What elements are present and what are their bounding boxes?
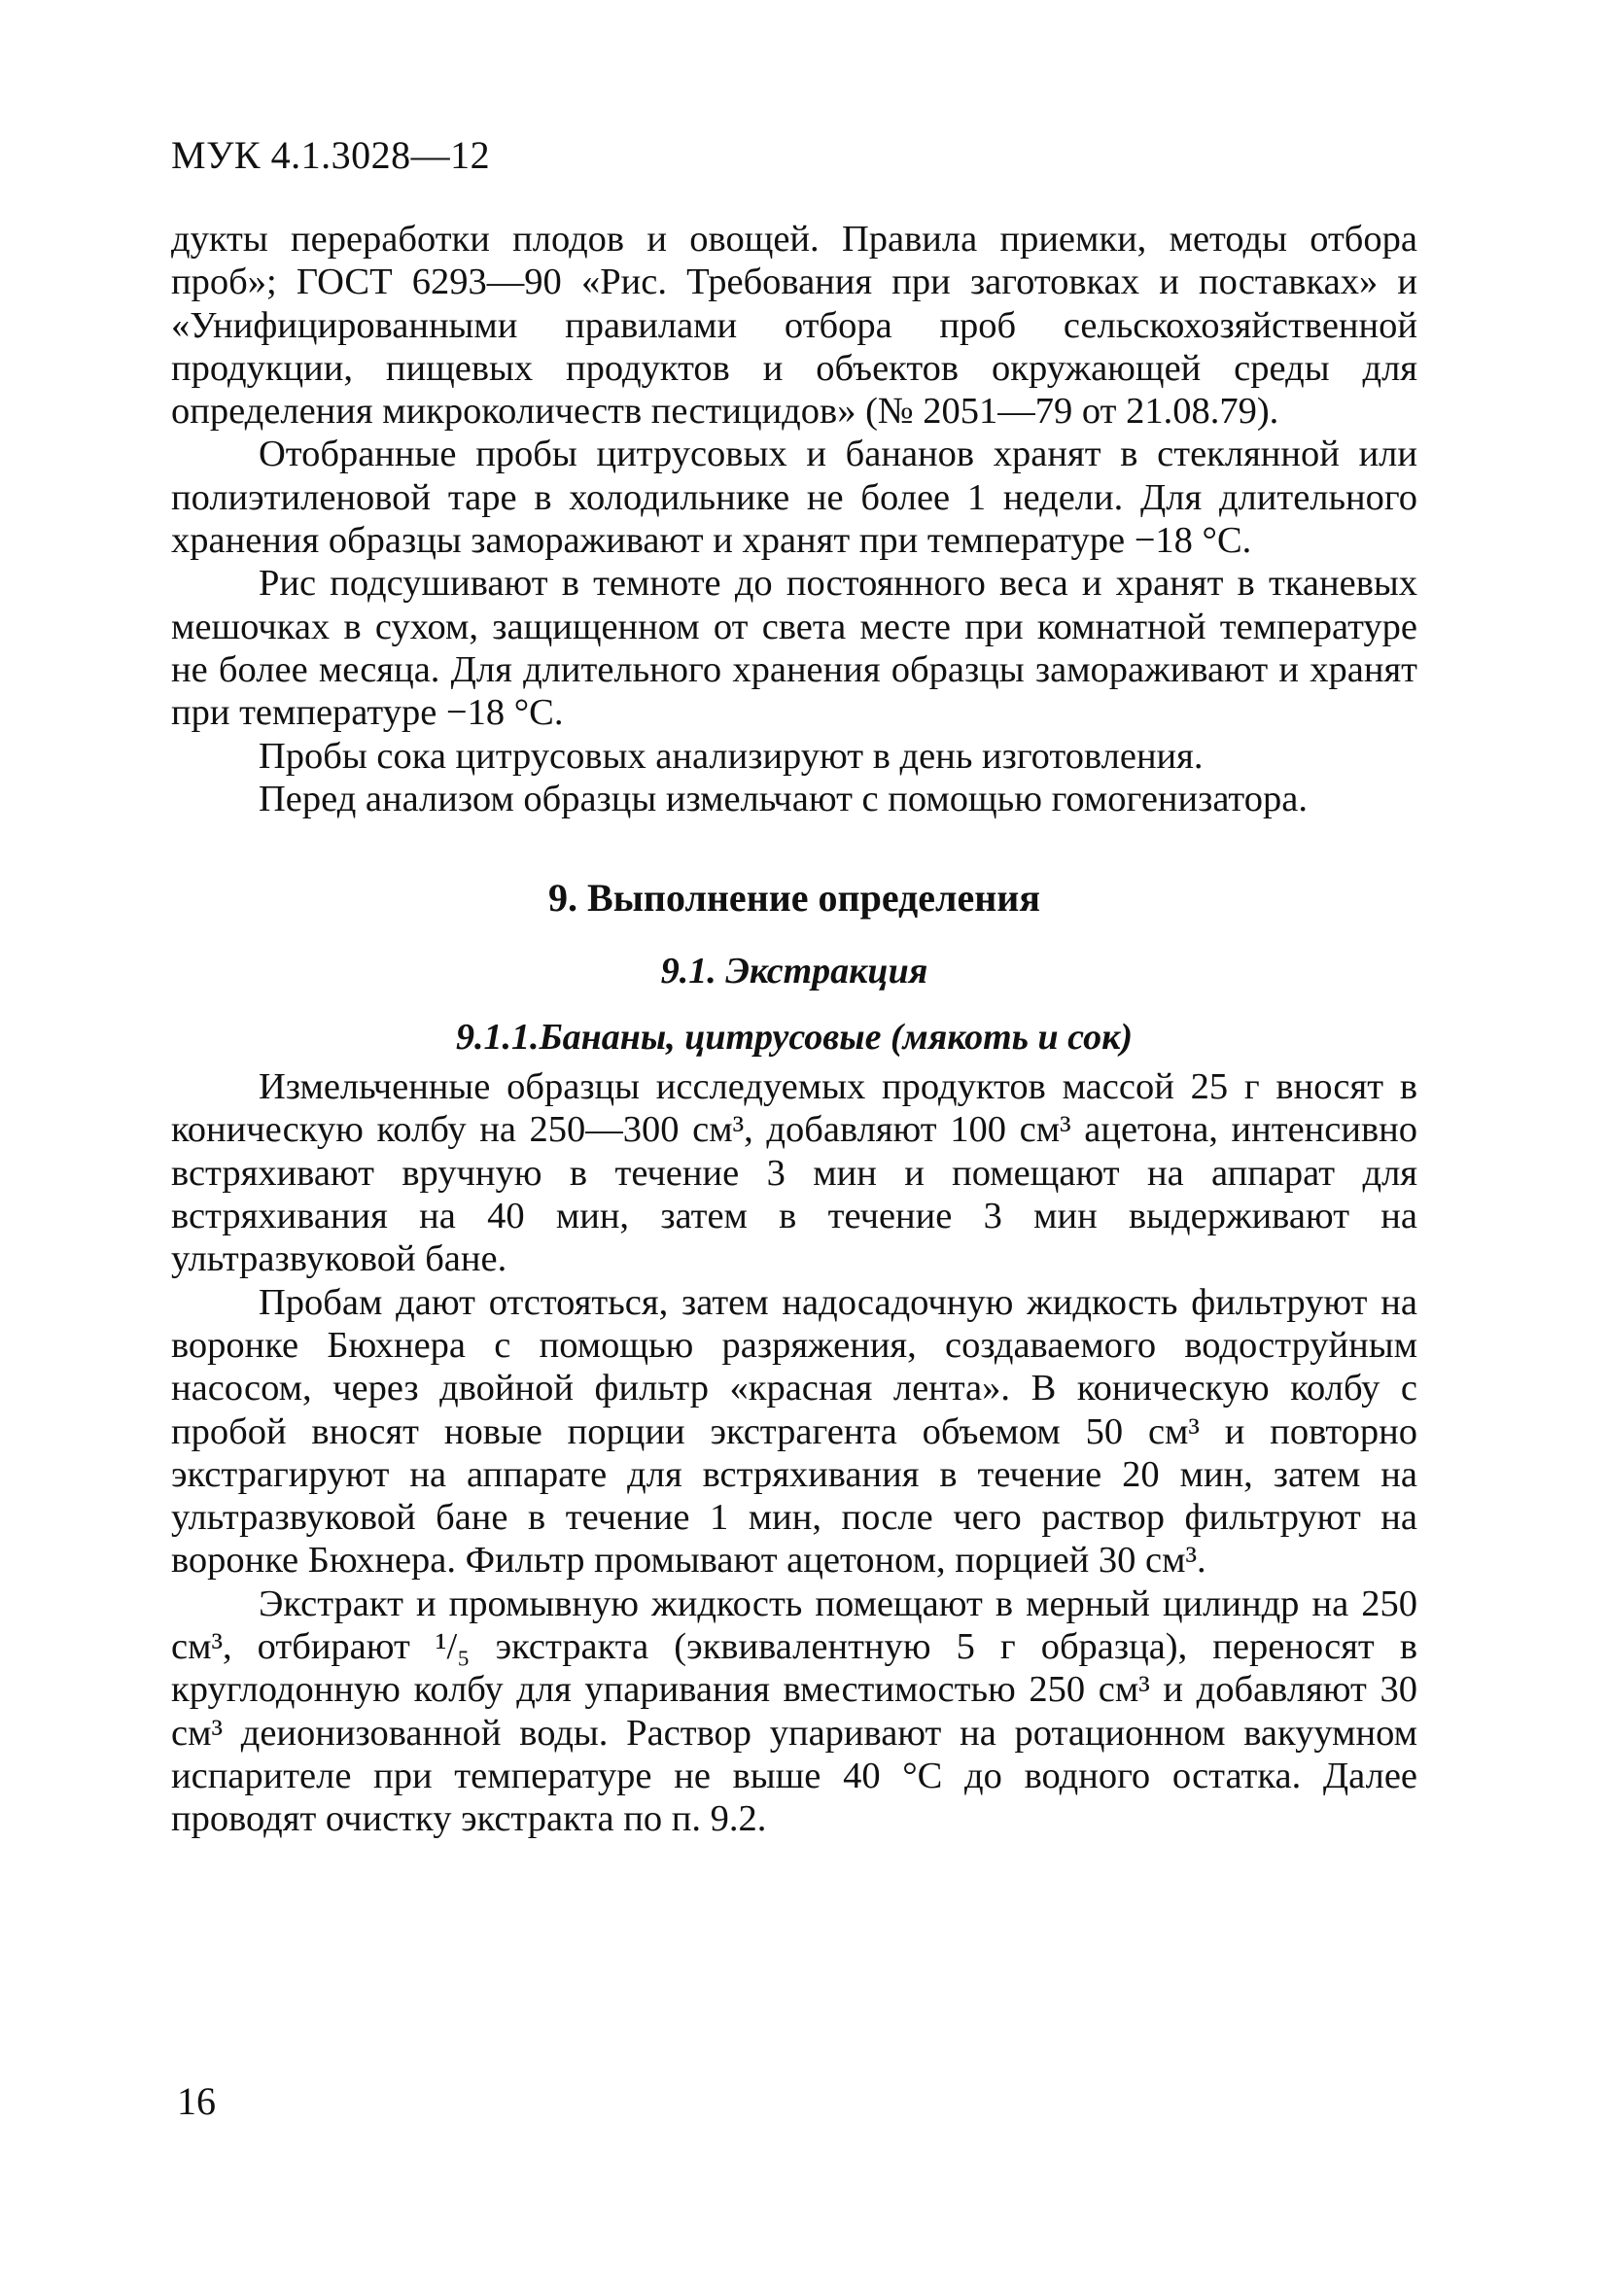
- paragraph-storage-rice: Рис подсушивают в темноте до постоянного веса и хранят в тканевых мешочках в сухом, защищенном от света месте при комнатной температуре не более месяца. Для длительного хранения образцы замораживают и хранят при температуре −18 °С.: [171, 563, 1417, 734]
- paragraph-continued: дукты переработки плодов и овощей. Правила приемки, методы отбора проб»; ГОСТ 6293—90 «Рис. Требования при заготовках и поставках» и «Унифицированными правилами отбора проб сельскохозяйственной продукции, пищевых продуктов и объектов окружающей среды для определения микроколичеств пестицидов» (№ 2051—79 от 21.08.79).: [171, 219, 1417, 433]
- paragraph-extraction-3: Экстракт и промывную жидкость помещают в мерный цилиндр на 250 см³, отбирают ¹/₅ экстракта (эквивалентную 5 г образца), переносят в круглодонную колбу для упаривания вместимостью 250 см³ и добавляют 30 см³ деионизованной воды. Раствор упаривают на ротационном вакуумном испарителе при температуре не выше 40 °С до водного остатка. Далее проводят очистку экстракта по п. 9.2.: [171, 1583, 1417, 1840]
- paragraph-homogenize: Перед анализом образцы измельчают с помощью гомогенизатора.: [259, 778, 1308, 819]
- section-title: 9. Выполнение определения: [548, 876, 1040, 921]
- paragraph-storage-citrus: Отобранные пробы цитрусовых и бананов хранят в стеклянной или полиэтиленовой таре в холодильнике не более 1 недели. Для длительного хранения образцы замораживают и хранят при температуре −18 °С.: [171, 434, 1417, 562]
- paragraph-extraction-1: Измельченные образцы исследуемых продуктов массой 25 г вносят в коническую колбу на 250—300 см³, добавляют 100 см³ ацетона, интенсивно встряхивают вручную в течение 3 мин и помещают на аппарат для встряхивания на 40 мин, затем в течение 3 мин выдерживают на ультразвуковой бане.: [171, 1066, 1417, 1280]
- subsection-title: 9.1. Экстракция: [660, 951, 928, 992]
- paragraph-juice: Пробы сока цитрусовых анализируют в день изготовления.: [259, 735, 1204, 777]
- page-header-doc-code: МУК 4.1.3028—12: [171, 133, 491, 177]
- subsubsection-title: 9.1.1.Бананы, цитрусовые (мякоть и сок): [456, 1017, 1133, 1059]
- body-text: [171, 218, 1417, 1841]
- page-number: 16: [177, 2079, 216, 2123]
- paragraph-extraction-2: Пробам дают отстояться, затем надосадочную жидкость фильтруют на воронке Бюхнера с помощью разряжения, создаваемого водоструйным насосом, через двойной фильтр «красная лента». В коническую колбу с пробой вносят новые порции экстрагента объемом 50 см³ и повторно экстрагируют на аппарате для встряхивания в течение 20 мин, затем на ультразвуковой бане в течение 1 мин, после чего раствор фильтруют на воронке Бюхнера. Фильтр промывают ацетоном, порцией 30 см³.: [171, 1281, 1417, 1582]
